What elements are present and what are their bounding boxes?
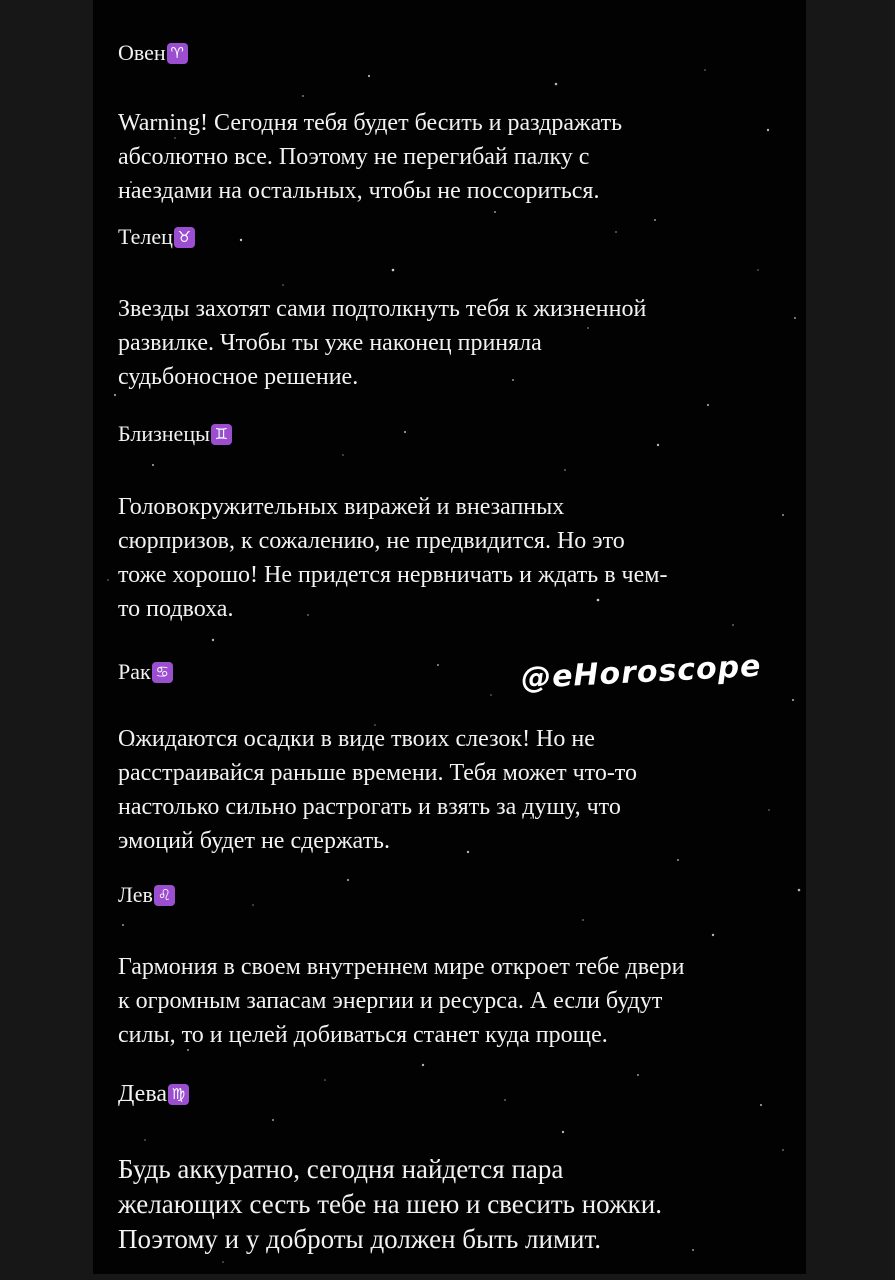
sign-name: Лев	[118, 882, 153, 907]
taurus-icon: ♉	[174, 227, 195, 248]
cancer-icon: ♋	[152, 662, 173, 683]
horoscope-story	[93, 0, 806, 1274]
horoscope-text-leo: Гармония в своем внутреннем мире откроет тебе двери к огромным запасам энергии и ресурса. А если будут силы, то и целей добиваться станет куда проще.	[118, 954, 685, 1048]
sign-name: Дева	[118, 1081, 167, 1107]
gemini-icon: ♊	[211, 424, 232, 445]
sign-title-gemini	[118, 421, 232, 447]
leo-icon: ♌	[154, 885, 175, 906]
sign-title-leo	[118, 882, 175, 908]
horoscope-text-gemini: Головокружительных виражей и внезапных сюрпризов, к сожалению, не предвидится. Но это тоже хорошо! Не придется нервничать и ждать в чем- то подвоха.	[118, 494, 668, 622]
sign-name: Овен	[118, 40, 166, 65]
watermark-handle: @eHoroscope	[520, 648, 763, 697]
horoscope-text-taurus: Звезды захотят сами подтолкнуть тебя к жизненной развилке. Чтобы ты уже наконец приняла судьбоносное решение.	[118, 296, 647, 390]
sign-title-cancer	[118, 659, 173, 685]
sign-name: Телец	[118, 224, 173, 249]
sign-name: Рак	[118, 659, 151, 684]
sign-title-aries	[118, 40, 188, 66]
sign-name: Близнецы	[118, 421, 210, 446]
horoscope-text-virgo: Будь аккуратно, сегодня найдется пара желающих сесть тебе на шею и свесить ножки. Поэтому и у доброты должен быть лимит.	[118, 1154, 662, 1254]
sign-title-virgo	[118, 1081, 189, 1107]
sign-title-taurus	[118, 224, 195, 250]
virgo-icon: ♍	[168, 1084, 189, 1105]
aries-icon: ♈	[167, 43, 188, 64]
horoscope-text-aries: Warning! Сегодня тебя будет бесить и раздражать абсолютно все. Поэтому не перегибай палку с наездами на остальных, чтобы не поссориться.	[118, 110, 623, 204]
horoscope-text-cancer: Ожидаются осадки в виде твоих слезок! Но не расстраивайся раньше времени. Тебя может что-то настолько сильно растрогать и взять за душу, что эмоций будет не сдержать.	[118, 726, 637, 854]
